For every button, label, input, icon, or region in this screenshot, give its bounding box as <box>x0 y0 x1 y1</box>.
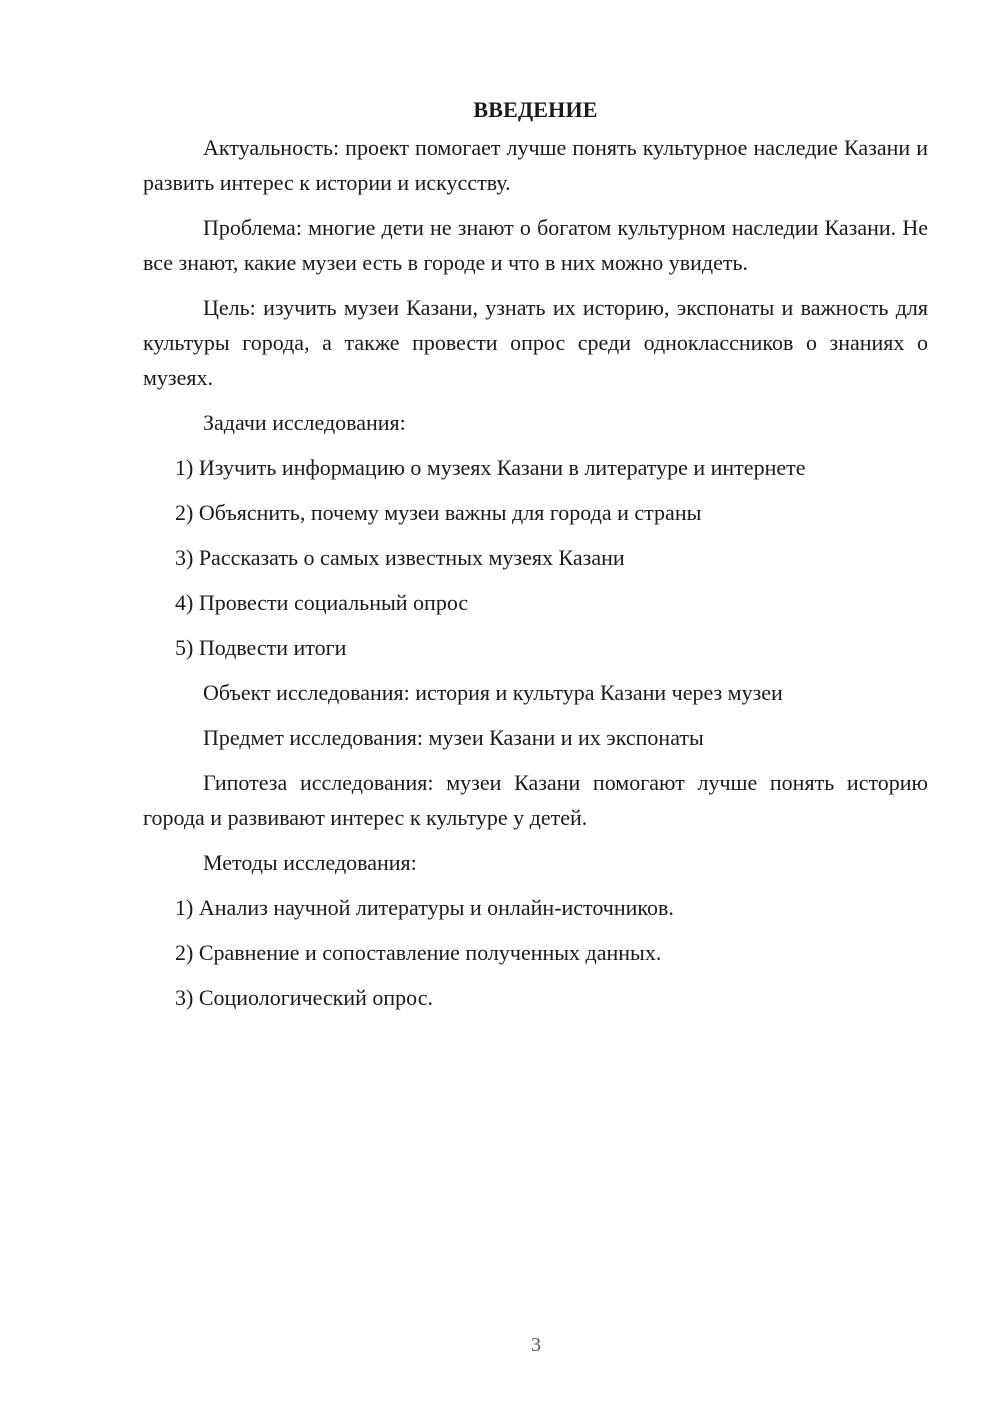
task-item-1: 1) Изучить информацию о музеях Казани в литературе и интернете <box>175 455 806 480</box>
task-item-4: 4) Провести социальный опрос <box>175 590 469 615</box>
object-line: Объект исследования: история и культура Казани через музеи <box>203 680 783 705</box>
methods-title: Методы исследования: <box>203 850 417 875</box>
page-number: 3 <box>531 1334 541 1356</box>
goal-paragraph: Цель: изучить музеи Казани, узнать их историю, экспонаты и важность для культуры города, а также провести опрос среди одноклассников о знаниях о музеях. <box>143 295 928 390</box>
subject-line: Предмет исследования: музеи Казани и их экспонаты <box>203 725 704 750</box>
task-item-2: 2) Объяснить, почему музеи важны для города и страны <box>175 500 702 525</box>
method-item-2: 2) Сравнение и сопоставление полученных данных. <box>175 940 662 965</box>
section-heading: ВВЕДЕНИЕ <box>473 97 598 122</box>
problem-paragraph: Проблема: многие дети не знают о богатом культурном наследии Казани. Не все знают, какие музеи есть в городе и что в них можно увидеть. <box>143 215 928 275</box>
relevance-paragraph: Актуальность: проект помогает лучше понять культурное наследие Казани и развить интерес к истории и искусству. <box>143 135 928 195</box>
method-item-3: 3) Социологический опрос. <box>175 985 433 1010</box>
tasks-title: Задачи исследования: <box>203 410 406 435</box>
hypothesis-paragraph: Гипотеза исследования: музеи Казани помогают лучше понять историю города и развивают интерес к культуре у детей. <box>143 770 928 830</box>
task-item-3: 3) Рассказать о самых известных музеях Казани <box>175 545 625 570</box>
method-item-1: 1) Анализ научной литературы и онлайн-источников. <box>175 895 674 920</box>
task-item-5: 5) Подвести итоги <box>175 635 347 660</box>
page-content <box>143 94 928 1025</box>
